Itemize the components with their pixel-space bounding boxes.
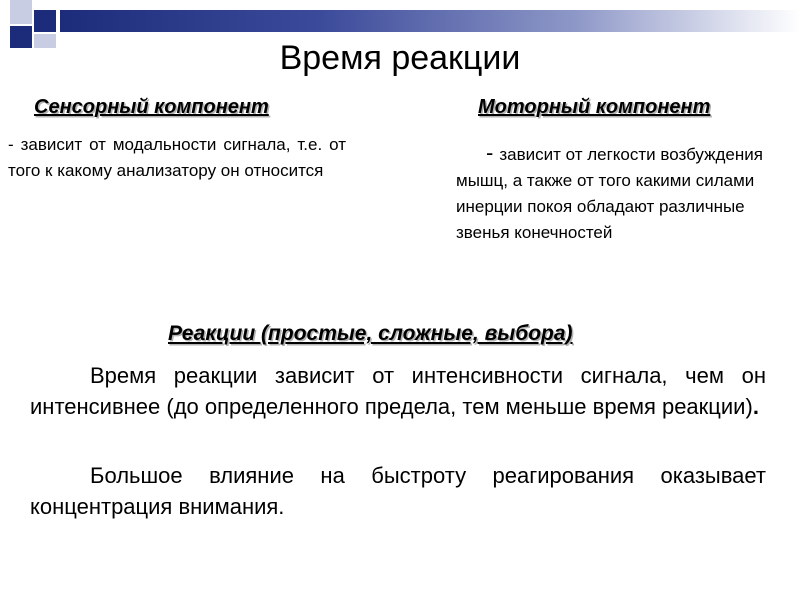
motor-dash: - — [486, 140, 494, 165]
sensory-component-text: - зависит от модальности сигнала, т.е. от того к какому анализатору он относится — [8, 135, 346, 180]
attention-paragraph: Большое влияние на быстроту реагирования оказывает концентрация внимания. — [30, 463, 766, 519]
motor-component-text: зависит от легкости возбуждения мышц, а также от того какими силами инерции покоя обладают различные звенья конечностей — [456, 145, 763, 242]
reactions-heading: Реакции (простые, сложные, выбора) — [168, 322, 573, 345]
motor-component-heading: Моторный компонент — [478, 96, 711, 118]
decor-square — [10, 0, 32, 24]
reaction-time-text: Время реакции зависит от интенсивности сигнала, чем он интенсивнее (до определенного предела, тем меньше время реакции) — [30, 363, 766, 419]
slide-title: Время реакции — [279, 39, 521, 77]
reaction-time-period: . — [752, 394, 759, 419]
header-gradient-bar — [60, 10, 800, 32]
reaction-time-paragraph — [30, 360, 766, 422]
decor-square — [34, 10, 56, 32]
sensory-component-heading: Сенсорный компонент — [34, 96, 269, 118]
motor-component-block — [456, 140, 786, 246]
